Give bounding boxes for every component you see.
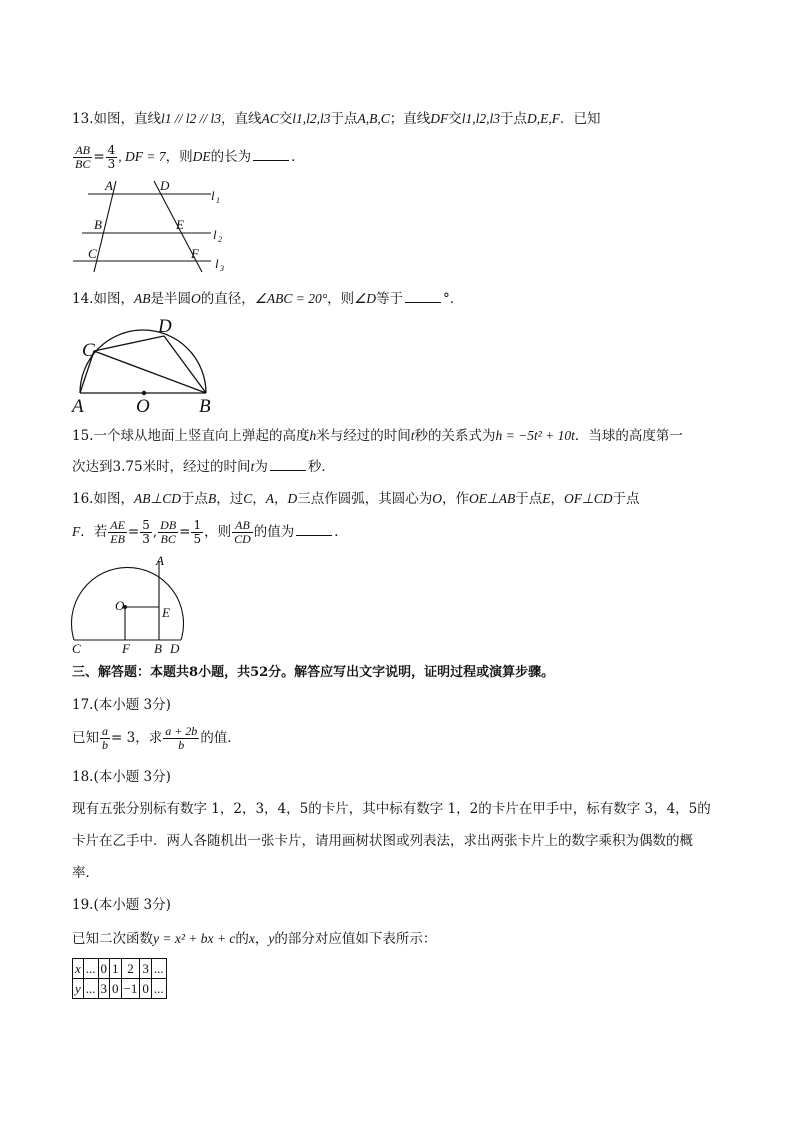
label-d: D xyxy=(170,641,180,656)
q15-formula: h = −5t² + 10t xyxy=(495,428,575,443)
q13-line1: 13.如图，直线l1 // l2 // l3，直线AC交l1,l2,l3于点A,B,C；直线DF交l1,l2,l3于点D,E,F．已知 xyxy=(72,111,601,127)
q19-header: 19.(本小题 3分) xyxy=(72,897,171,913)
table-cell: 0 xyxy=(110,979,122,999)
table-cell: ... xyxy=(83,959,98,979)
q16-answer-blank xyxy=(296,523,332,536)
q13-line2: $\frac{AB}{BC}$ = $\frac{4}{3}$ , DF = 7，则DE的长为 ． xyxy=(75,143,305,171)
label-a: A xyxy=(105,178,113,193)
q19-value-table xyxy=(72,958,167,999)
label-c: C xyxy=(72,641,81,656)
label-e: E xyxy=(176,217,184,232)
label-d: D xyxy=(160,178,170,193)
label-e: E xyxy=(162,605,170,620)
table-row-x xyxy=(73,959,167,979)
label-b: B xyxy=(199,396,211,416)
label-d: D xyxy=(158,316,172,337)
table-cell: ... xyxy=(151,959,166,979)
q14-figure xyxy=(68,314,228,416)
q19-body: 已知二次函数y = x² + bx + c的x，y的部分对应值如下表所示： xyxy=(72,931,437,947)
table-cell: 1 xyxy=(110,959,122,979)
q14-answer-blank xyxy=(405,290,441,303)
q13-figure xyxy=(68,176,238,274)
label-c: C xyxy=(88,246,97,261)
label-l3: l xyxy=(215,256,219,271)
q16-figure xyxy=(66,554,196,656)
q15-answer-blank xyxy=(270,458,306,471)
section3-heading: 三、解答题：本题共8小题，共52分。解答应写出文字说明，证明过程或演算步骤。 xyxy=(72,665,555,680)
label-a: A xyxy=(72,396,84,416)
label-l1: l xyxy=(211,188,215,203)
table-row-y xyxy=(73,979,167,999)
table-cell: ... xyxy=(83,979,98,999)
table-cell: y xyxy=(73,979,84,999)
table-cell: x xyxy=(73,959,84,979)
q18-line1: 现有五张分别标有数字 1，2，3，4，5的卡片，其中标有数字 1，2的卡片在甲手中，标有数字 3，4，5的 xyxy=(72,801,711,817)
q18-line2: 卡片在乙手中．两人各随机出一张卡片，请用画树状图或列表法，求出两张卡片上的数字乘积为偶数的概 xyxy=(72,833,693,849)
q13-fraction: $\frac{AB}{BC}$ xyxy=(75,143,91,171)
svg-text:1: 1 xyxy=(216,196,220,205)
q14-angle: ∠ABC = 20° xyxy=(254,291,328,306)
chord-cb xyxy=(94,351,206,393)
center-o-dot xyxy=(142,391,146,395)
table-cell: 3 xyxy=(98,979,110,999)
q19-formula: y = x² + bx + c xyxy=(153,931,236,946)
label-c: C xyxy=(82,340,95,361)
table-cell: 3 xyxy=(140,959,152,979)
q15-line2: 次达到3.75米时，经过的时间t为 秒． xyxy=(72,459,335,475)
q17-body: 已知 $\frac{a}{b}$ = 3，求 $\frac{a + 2b}{b}$ 的值． xyxy=(72,724,241,752)
q16-line1: 16.如图，AB⊥CD于点B，过C，A，D三点作圆弧，其圆心为O，作OE⊥AB于点E，OF⊥CD于点 xyxy=(72,491,640,507)
label-f: F xyxy=(122,641,130,656)
table-cell: 2 xyxy=(121,959,140,979)
label-f: F xyxy=(191,246,199,261)
label-a: A xyxy=(156,554,164,568)
q14-line1: 14.如图，AB是半圆O的直径，∠ABC = 20°，则∠D等于 °． xyxy=(72,291,464,307)
table-cell: −1 xyxy=(121,979,140,999)
label-o: O xyxy=(115,598,125,613)
svg-text:3: 3 xyxy=(220,264,224,273)
q16-line2: F．若 $\frac{AE}{EB}$ = $\frac{5}{3}$ , $\frac{DB}{BC}$ = $\frac{1}{5}$ ，则 $\frac{AB}{CD}$ 的值为 ． xyxy=(72,518,348,546)
table-cell: 0 xyxy=(140,979,152,999)
q18-line3: 率． xyxy=(72,865,99,881)
label-l2: l xyxy=(213,227,217,242)
svg-text:2: 2 xyxy=(218,235,222,244)
q15-line1: 15.一个球从地面上竖直向上弹起的高度h米与经过的时间t秒的关系式为h = −5t² + 10t．当球的高度第一 xyxy=(72,428,683,444)
table-cell: ... xyxy=(151,979,166,999)
q13-answer-blank xyxy=(253,148,289,161)
label-o: O xyxy=(136,396,150,416)
q13-value-fraction: $\frac{4}{3}$ xyxy=(107,143,116,171)
q13-parallel-expr: l1 // l2 // l3 xyxy=(160,111,221,126)
table-cell: 0 xyxy=(98,959,110,979)
arc-cad xyxy=(72,567,184,640)
q18-header: 18.(本小题 3分) xyxy=(72,769,171,785)
label-b: B xyxy=(154,641,162,656)
q13-number: 13. xyxy=(72,111,94,127)
label-b: B xyxy=(94,217,102,232)
q17-header: 17.(本小题 3分) xyxy=(72,697,171,713)
semicircle-arc xyxy=(80,330,206,393)
